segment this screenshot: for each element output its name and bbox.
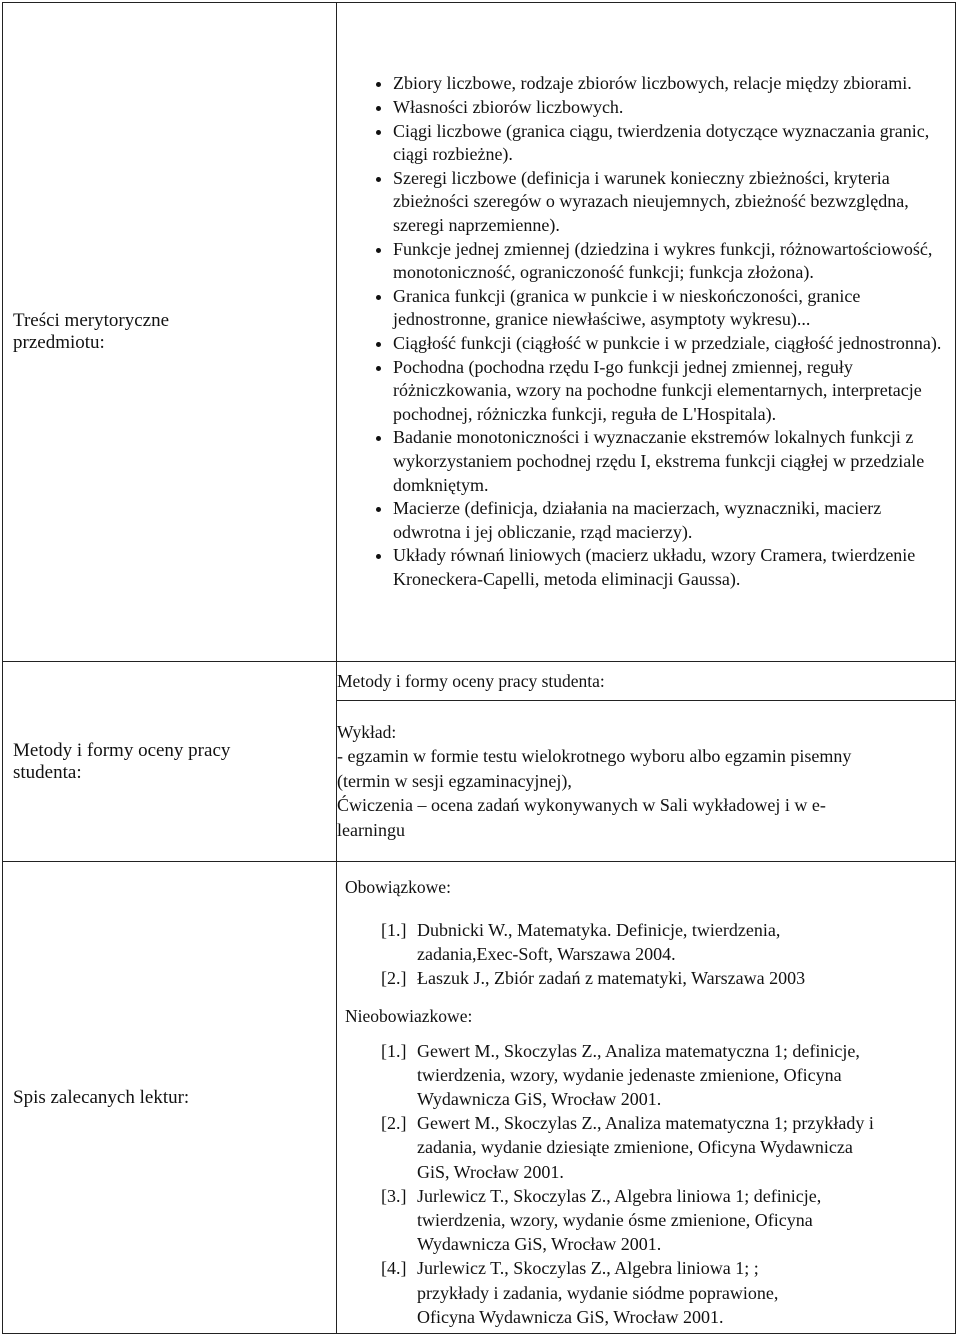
required-heading: Obowiązkowe: bbox=[345, 877, 451, 897]
methods-body-cell bbox=[337, 701, 956, 862]
reference-item bbox=[345, 1184, 935, 1257]
optional-heading: Nieobowiazkowe: bbox=[345, 1005, 473, 1026]
reference-line: Wydawnicza GiS, Wrocław 2001. bbox=[417, 1089, 662, 1110]
reference-line: GiS, Wrocław 2001. bbox=[417, 1161, 564, 1182]
topic-item: • Funkcje jednej zmiennej (dziedzina i wykres funkcji, różnowartościowość, monotoniczność, ograniczoność funkcji; funkcja złożona). bbox=[393, 238, 945, 285]
literature-label: Spis zalecanych lektur: bbox=[13, 1086, 190, 1108]
methods-label-cell bbox=[3, 662, 337, 862]
topic-item: • Ciągłość funkcji (ciągłość w punkcie i w przedziale, ciągłość jednostronna). bbox=[393, 332, 945, 356]
methods-header: Metody i formy oceny pracy studenta: bbox=[337, 662, 956, 701]
reference-line: Wydawnicza GiS, Wrocław 2001. bbox=[417, 1234, 662, 1255]
content-label-cell bbox=[3, 3, 337, 662]
topic-item: • Macierze (definicja, działania na macierzach, wyznaczniki, macierz odwrotna i jej obliczanie, rząd macierzy). bbox=[393, 497, 945, 544]
methods-line: learningu bbox=[337, 819, 405, 840]
literature-row bbox=[3, 862, 956, 1334]
topic-item: • Szeregi liczbowe (definicja i warunek konieczny zbieżności, kryteria zbieżności szeregów o wyrazach nieujemnych, zbieżność bezwzględna, szeregi naprzemienne). bbox=[393, 167, 945, 238]
topic-item: • Własności zbiorów liczbowych. bbox=[393, 96, 945, 120]
reference-line: przykłady i zadania, wydanie siódme poprawione, bbox=[417, 1282, 779, 1303]
reference-number: [3.] bbox=[381, 1185, 407, 1206]
reference-line: Oficyna Wydawnicza GiS, Wrocław 2001. bbox=[417, 1306, 724, 1327]
reference-item bbox=[345, 966, 935, 990]
topic-item: • Pochodna (pochodna rzędu I-go funkcji jednej zmiennej, reguły różniczkowania, wzory na pochodne funkcji elementarnych, interpretacje pochodnej, różniczka funkcji, reguła de L'Hospitala). bbox=[393, 356, 945, 427]
reference-line: twierdzenia, wzory, wydanie jedenaste zmienione, Oficyna bbox=[417, 1064, 842, 1085]
topic-item: • Zbiory liczbowe, rodzaje zbiorów liczbowych, relacje między zbiorami. bbox=[393, 72, 945, 96]
methods-label-line-2: studenta: bbox=[13, 761, 82, 783]
reference-line: twierdzenia, wzory, wydanie ósme zmienione, Oficyna bbox=[417, 1210, 813, 1231]
reference-item bbox=[345, 1039, 935, 1112]
reference-line: zadania, wydanie dziesiąte zmienione, Oficyna Wydawnicza bbox=[417, 1137, 853, 1158]
methods-line: - egzamin w formie testu wielokrotnego wyboru albo egzamin pisemny bbox=[337, 746, 852, 767]
reference-item bbox=[345, 1256, 935, 1329]
literature-label-cell bbox=[3, 862, 337, 1334]
syllabus-table bbox=[2, 2, 956, 1334]
methods-heading: Wykład: bbox=[337, 721, 397, 742]
reference-number: [1.] bbox=[381, 1040, 407, 1061]
reference-line: Łaszuk J., Zbiór zadań z matematyki, Warszawa 2003 bbox=[417, 968, 806, 989]
required-list bbox=[345, 918, 935, 991]
reference-item bbox=[345, 1111, 935, 1184]
reference-line: Gewert M., Skoczylas Z., Analiza matematyczna 1; przykłady i bbox=[417, 1113, 874, 1134]
reference-line: Gewert M., Skoczylas Z., Analiza matematyczna 1; definicje, bbox=[417, 1040, 860, 1061]
optional-list bbox=[345, 1039, 935, 1329]
reference-line: Jurlewicz T., Skoczylas Z., Algebra liniowa 1; ; bbox=[417, 1258, 759, 1279]
methods-line: (termin w sesji egzaminacyjnej), bbox=[337, 770, 572, 791]
content-label-line-1: Treści merytoryczne bbox=[13, 310, 169, 331]
reference-line: Jurlewicz T., Skoczylas Z., Algebra liniowa 1; definicje, bbox=[417, 1185, 822, 1206]
reference-number: [4.] bbox=[381, 1258, 407, 1279]
reference-item bbox=[345, 918, 935, 966]
methods-header-row bbox=[3, 662, 956, 701]
content-topics-cell bbox=[337, 3, 956, 662]
topics-list bbox=[347, 72, 945, 591]
reference-line: Dubnicki W., Matematyka. Definicje, twierdzenia, bbox=[417, 920, 781, 940]
reference-number: [2.] bbox=[381, 968, 407, 989]
methods-label-line-1: Metody i formy oceny pracy bbox=[13, 739, 231, 761]
methods-line: Ćwiczenia – ocena zadań wykonywanych w Sali wykładowej i w e- bbox=[337, 795, 826, 816]
content-label-line-2: przedmiotu: bbox=[13, 332, 105, 353]
reference-line: zadania,Exec-Soft, Warszawa 2004. bbox=[417, 944, 676, 965]
literature-cell bbox=[337, 862, 956, 1334]
topic-item: • Badanie monotoniczności i wyznaczanie ekstremów lokalnych funkcji z wykorzystaniem pochodnej rzędu I, ekstrema funkcji ciągłej w przedziale domkniętym. bbox=[393, 426, 945, 497]
reference-number: [1.] bbox=[381, 920, 407, 940]
topic-item: • Granica funkcji (granica w punkcie i w nieskończoności, granice jednostronne, granice niewłaściwe, asymptoty wykresu)... bbox=[393, 285, 945, 332]
topic-item: • Ciągi liczbowe (granica ciągu, twierdzenia dotyczące wyznaczania granic, ciągi rozbieżne). bbox=[393, 120, 945, 167]
content-row bbox=[3, 3, 956, 662]
reference-number: [2.] bbox=[381, 1113, 407, 1134]
topic-item: • Układy równań liniowych (macierz układu, wzory Cramera, twierdzenie Kroneckera-Capelli, metoda eliminacji Gaussa). bbox=[393, 544, 945, 591]
